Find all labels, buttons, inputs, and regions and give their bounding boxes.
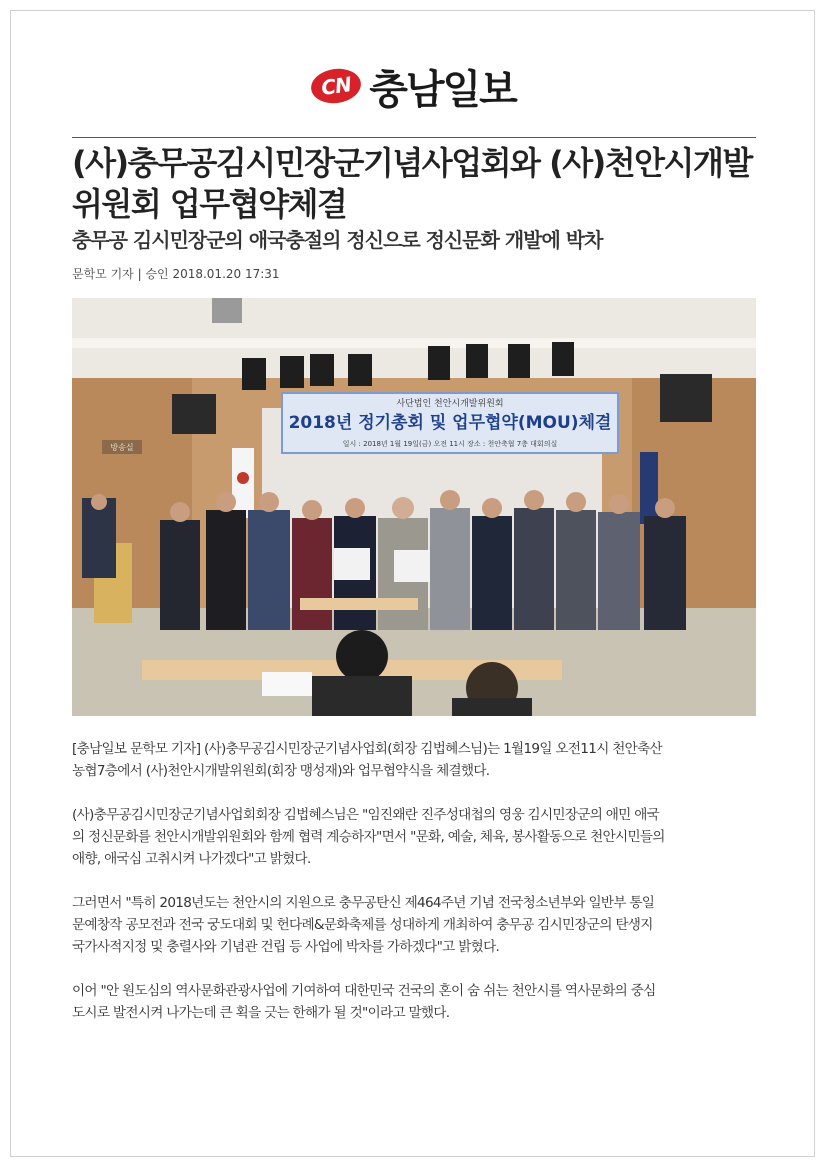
paragraph-line: 농협7층에서 (사)천안시개발위원회(회장 맹성재)와 업무협약식을 체결했다. [72,763,490,779]
banner-organization: 사단법인 천안시개발위원회 [396,399,504,409]
paragraph-line: 애향, 애국심 고취시켜 나가겠다"고 밝혔다. [72,851,311,867]
headline-line-1: (사)충무공김시민장군기념사업회와 (사)천안시개발 [72,144,752,182]
article-headline [72,143,772,225]
article-paragraph-4 [72,980,764,1024]
paragraph-line: 이어 "안 원도심의 역사문화관광사업에 기여하여 대한민국 건국의 혼이 숨 쉬는 천안시를 역사문화의 중심 [72,983,656,999]
article-byline: 문학모 기자 | 승인 2018.01.20 17:31 [72,267,280,281]
article-body [72,738,764,1046]
article-photo [72,298,756,716]
article-subheadline: 충무공 김시민장군의 애국충절의 정신으로 정신문화 개발에 박차 [72,228,603,252]
paragraph-line: (사)충무공김시민장군기념사업회회장 김법혜스님은 "임진왜란 진주성대첩의 영웅 김시민장군의 애민 애국 [72,807,660,823]
banner-title: 2018년 정기총회 및 업무협약(MOU)체결 [288,413,612,433]
paragraph-line: 국가사적지정 및 충렬사와 기념관 건립 등 사업에 박차를 가하겠다"고 밝혔다. [72,939,500,955]
paragraph-line: 문예창작 공모전과 전국 궁도대회 및 헌다례&문화축제를 성대하게 개최하여 충무공 김시민장군의 탄생지 [72,917,653,933]
paragraph-line: [충남일보 문학모 기자] (사)충무공김시민장군기념사업회(회장 김법혜스님)는 1월19일 오전11시 천안축산 [72,741,662,757]
room-sign: 방송실 [110,443,134,452]
article-paragraph-2 [72,804,764,870]
article-paragraph-3 [72,892,764,958]
masthead-divider [72,137,756,138]
banner-detail: 일시 : 2018년 1월 19일(금) 오전 11시 장소 : 천안축협 7층 대회의실 [342,440,558,448]
paragraph-line: 도시로 발전시켜 나가는데 큰 획을 긋는 한해가 될 것"이라고 말했다. [72,1005,450,1021]
paragraph-line: 그러면서 "특히 2018년도는 천안시의 지원으로 충무공탄신 제464주년 기념 전국청소년부와 일반부 통일 [72,895,655,911]
newspaper-name: 충남일보 [369,65,516,113]
cn-logo: CN [309,66,363,107]
paragraph-line: 의 정신문화를 천안시개발위원회와 함께 협력 계승하자"면서 "문화, 예술, 체육, 봉사활동으로 천안시민들의 [72,829,665,845]
ceremony-photo [72,298,756,716]
masthead [0,55,827,117]
headline-line-2: 위원회 업무협약체결 [72,185,347,223]
article-paragraph-1 [72,738,764,782]
